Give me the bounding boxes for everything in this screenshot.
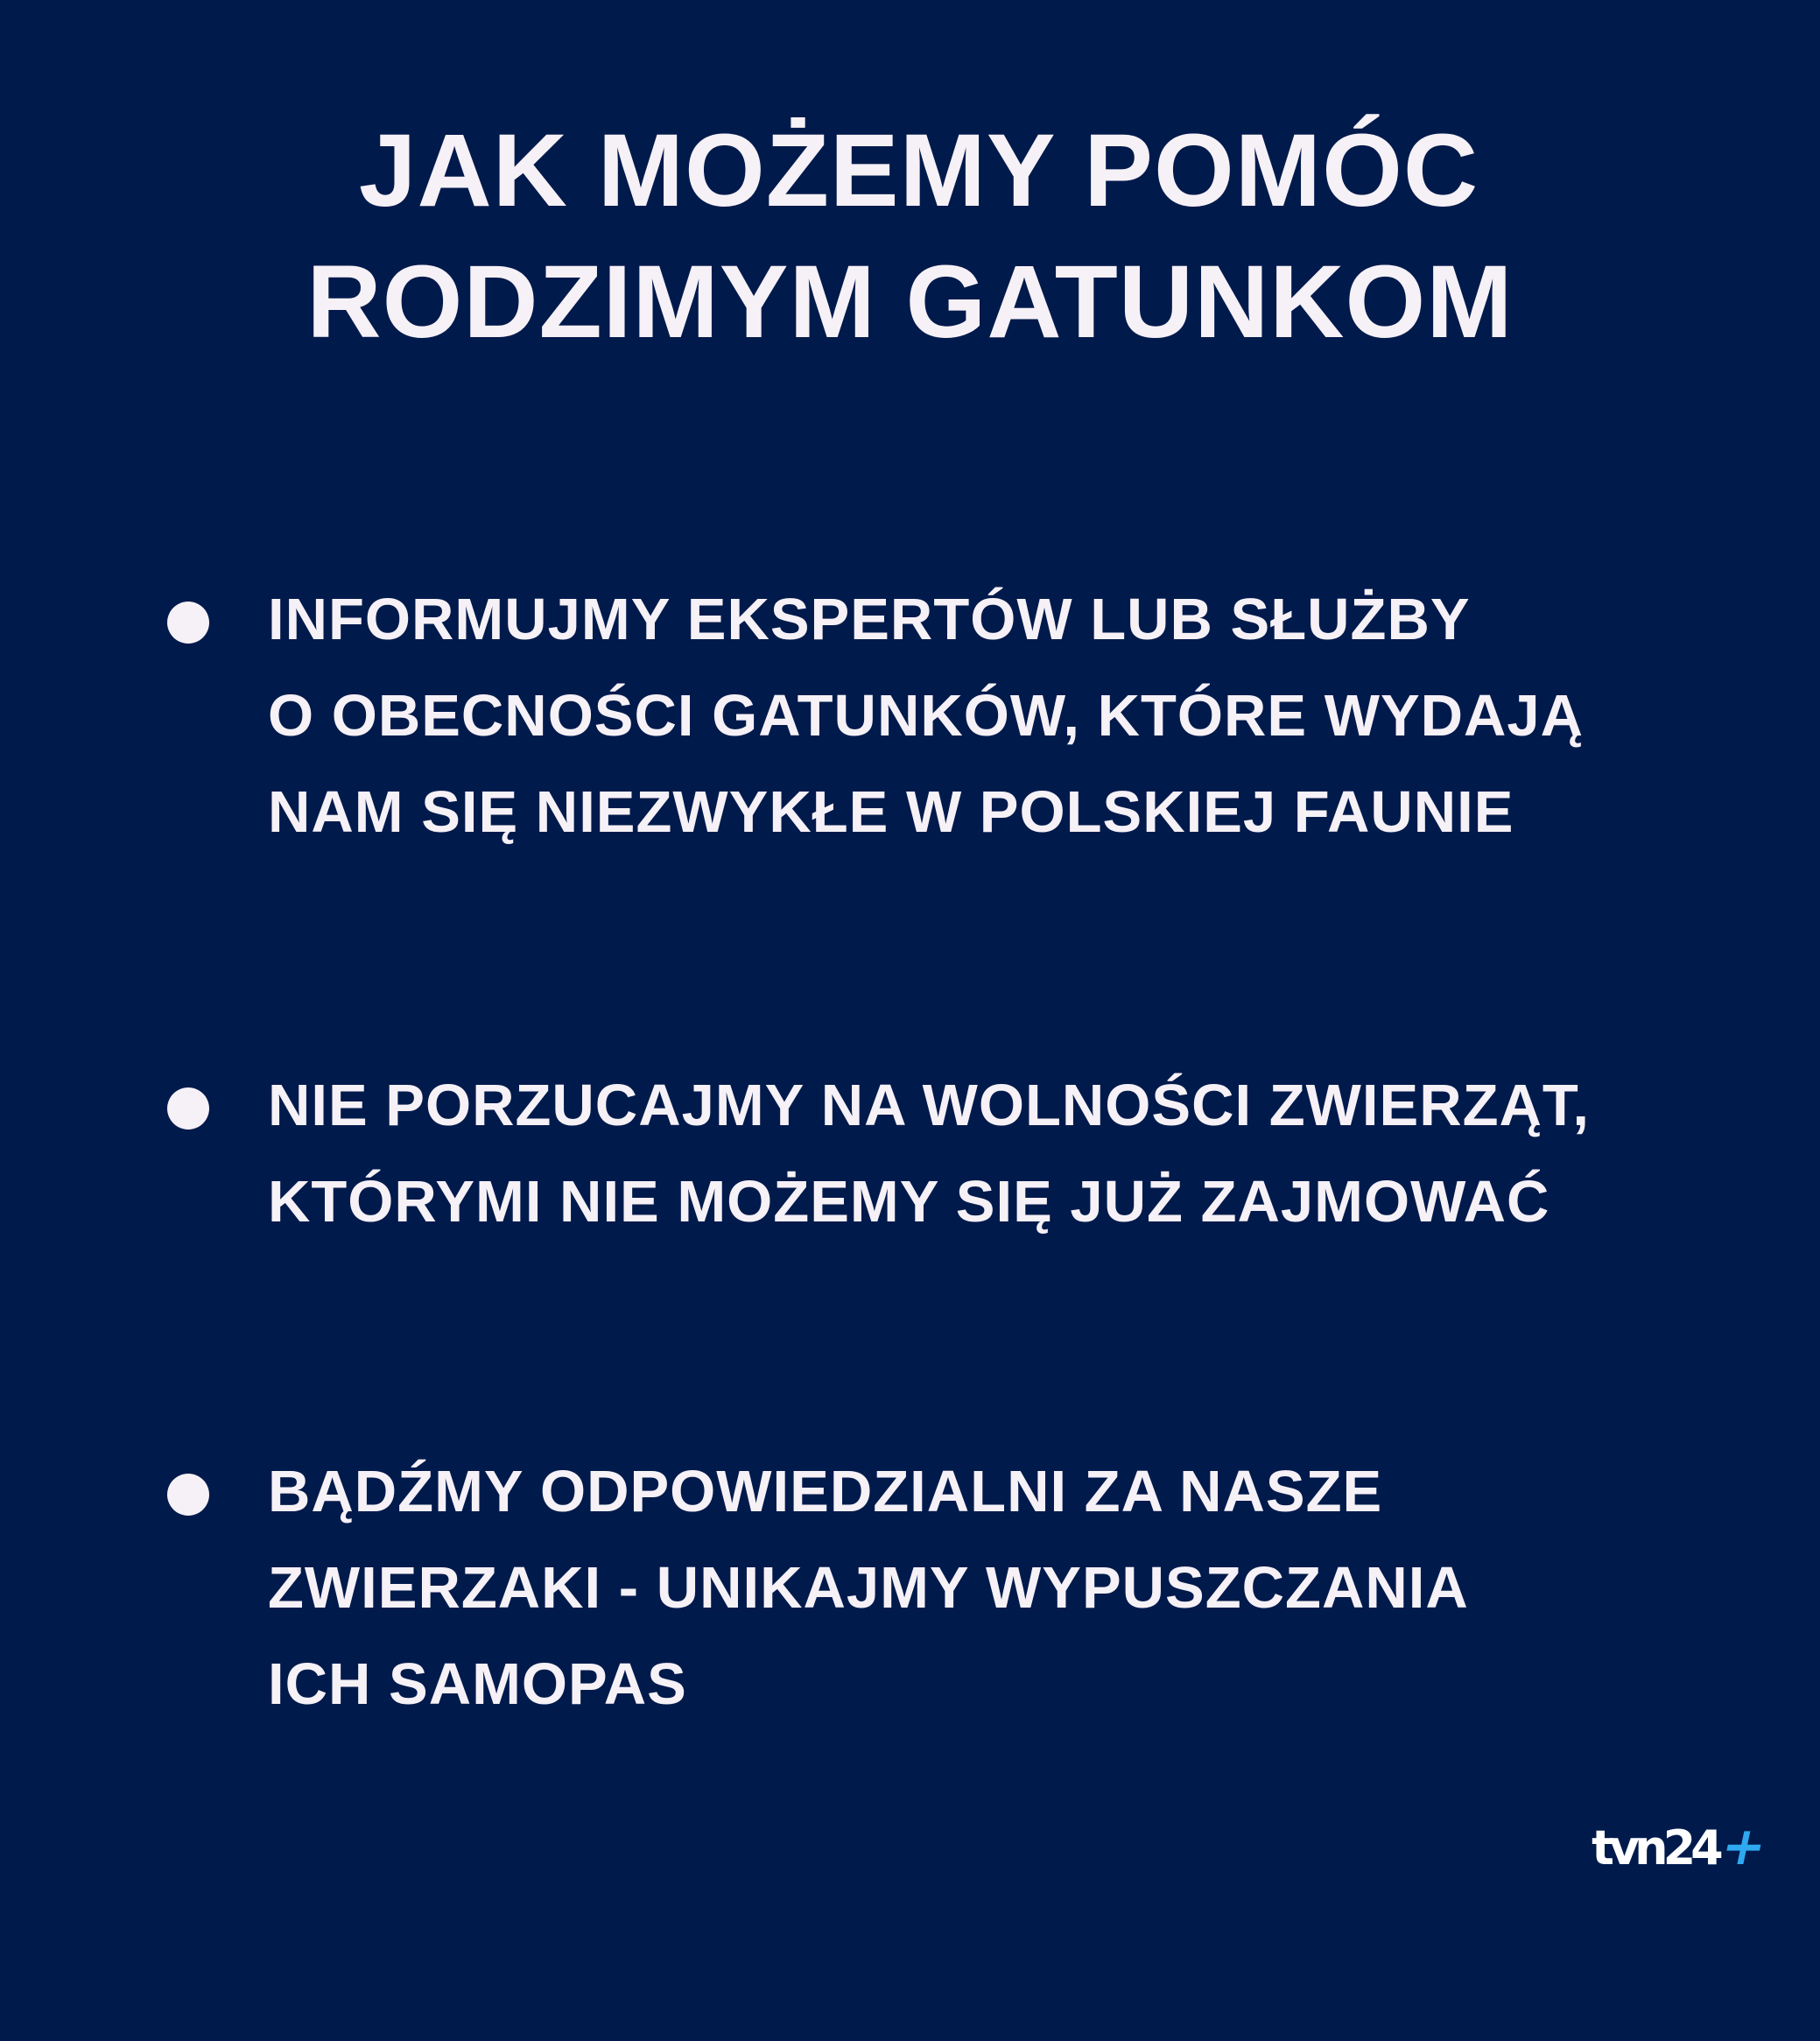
bullet-line: INFORMUJMY EKSPERTÓW LUB SŁUŻBY [268,587,1471,652]
bullet-text-2 [268,1058,1791,1250]
bullet-dot-icon [167,1474,209,1516]
bullet-line: O OBECNOŚCI GATUNKÓW, KTÓRE WYDAJĄ [268,683,1585,749]
bullet-line: NIE PORZUCAJMY NA WOLNOŚCI ZWIERZĄT, [268,1073,1590,1138]
bullet-line: BĄDŹMY ODPOWIEDZIALNI ZA NASZE [268,1459,1383,1524]
tvn24-logo [1592,1816,1773,1877]
bullet-line: NAM SIĘ NIEZWYKŁE W POLSKIEJ FAUNIE [268,779,1514,845]
title-line-2: RODZIMYM GATUNKOM [306,244,1514,360]
bullet-dot-icon [167,602,209,644]
logo-text: tvn24 [1592,1820,1718,1876]
bullet-text-1 [268,572,1791,861]
bullet-text-3 [268,1444,1791,1733]
bullet-line: ICH SAMOPAS [268,1651,687,1717]
bullet-line: ZWIERZAKI - UNIKAJMY WYPUSZCZANIA [268,1555,1469,1621]
plus-icon: + [1715,1816,1773,1877]
title-line-1: JAK MOŻEMY POMÓC [358,113,1479,229]
bullet-dot-icon [167,1087,209,1130]
bullet-line: KTÓRYMI NIE MOŻEMY SIĘ JUŻ ZAJMOWAĆ [268,1169,1550,1235]
